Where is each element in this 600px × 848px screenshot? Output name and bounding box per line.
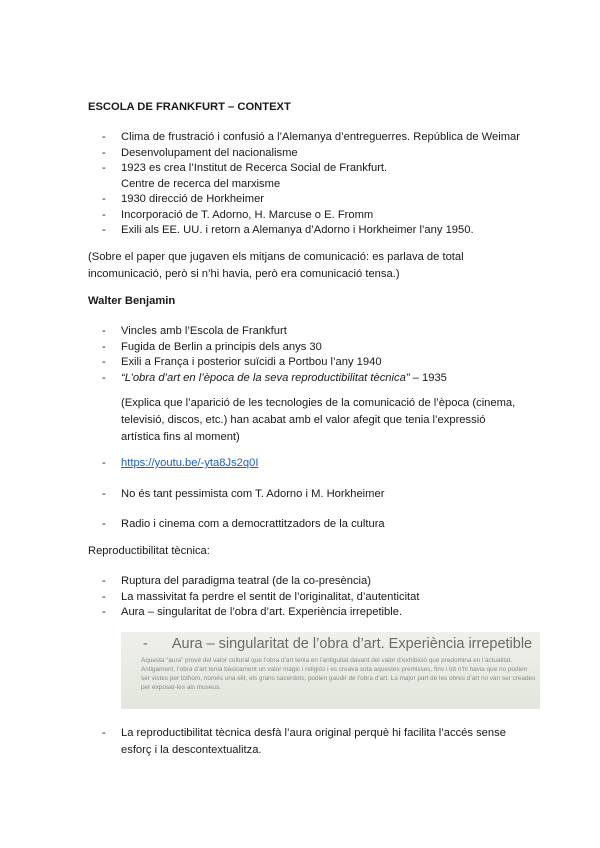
list-item [88, 371, 528, 387]
radio-list [88, 517, 528, 533]
list-item: - Vincles amb l’Escola de Frankfurt [88, 324, 528, 340]
list-item: - Clima de frustració i confusió a l’Alemanya d’entreguerres. República de Weimar [88, 130, 528, 146]
explain-line: televisió, discos, etc.) han acabat amb el valor afegit que tenia l’expressió [121, 414, 486, 426]
list-item-text: 1923 es crea l’Institut de Recerca Social de Frankfurt. [121, 162, 388, 174]
list-item-continuation: Centre de recerca del marxisme [121, 177, 281, 190]
final-list [88, 725, 528, 759]
pessimist-list [88, 487, 528, 503]
work-year: – 1935 [409, 371, 447, 384]
list-item: - La massivitat fa perdre el sentit de l’originalitat, d’autenticitat [88, 590, 528, 606]
list-item-line: La reproductibilitat tècnica desfà l’aura original perquè hi facilita l’accés sense [121, 727, 506, 739]
aura-slide-image [121, 632, 540, 709]
list-item: - Incorporació de T. Adorno, H. Marcuse o E. Fromm [88, 208, 528, 224]
slide-dash: - [143, 636, 148, 652]
list-item: - Radio i cinema com a democrattitzadors de la cultura [88, 517, 528, 533]
explain-line: (Explica que l’aparició de les tecnologies de la comunicació de l’època (cinema, [121, 397, 516, 409]
benjamin-list [88, 324, 528, 386]
work-title: “L’obra d’art en l’època de la seva reproductibilitat tècnica” [121, 371, 410, 384]
note-line: incomunicació, però si n’hi havia, però era comunicació tensa.) [88, 268, 400, 280]
benjamin-explanation [121, 395, 541, 446]
list-item [88, 161, 528, 192]
frankfurt-context-list [88, 130, 528, 239]
list-item: - Exili a França i posterior suïcidi a Portbou l’any 1940 [88, 355, 528, 371]
slide-title [143, 636, 532, 652]
note-line: (Sobre el paper que jugaven els mitjans de comunicació: es parlava de total [88, 251, 464, 263]
link-list [88, 456, 528, 472]
list-item [88, 456, 528, 472]
slide-title-text: Aura – singularitat de l’obra d’art. Experiència irrepetible [171, 636, 533, 652]
slide-body: Aquesta “aura” prové del valor cultural que l’obra d’art tenia en l’antiguitat davant del valor d’exhibició que predomina en l’actualitat. Antigament, l’obra d’art tenia bàsicament un valor màgic i religiós i es creava sota aquestes premisses, fins i tot n’hi havia que no podien ser vistes per tothom, només una elit, els grans sacerdots, podien gaudir de l’obra d’art. La major part de les obres d’art no van ser creades per exposar-les als museus. [141, 657, 536, 691]
explain-line: artística fins al moment) [121, 431, 240, 443]
list-item-line: esforç i la descontextualitza. [121, 744, 262, 756]
list-item: - Exili als EE. UU. i retorn a Alemanya d’Adorno i Horkheimer l’any 1950. [88, 223, 528, 239]
media-note [88, 249, 528, 283]
list-item: - Fugida de Berlin a principis dels anys 30 [88, 340, 528, 356]
section-title-reproductibilitat: Reproductibilitat tècnica: [88, 545, 210, 557]
section-title-benjamin: Walter Benjamin [88, 295, 176, 307]
list-item: - 1930 direcció de Horkheimer [88, 192, 528, 208]
list-item: - Aura – singularitat de l’obra d’art. Experiència irrepetible. [88, 605, 528, 621]
list-item: - No és tant pessimista com T. Adorno i M. Horkheimer [88, 487, 528, 503]
list-item: - Ruptura del paradigma teatral (de la co-presència) [88, 574, 528, 590]
reproductibilitat-list [88, 574, 528, 621]
section-title-frankfurt: ESCOLA DE FRANKFURT – CONTEXT [88, 101, 291, 113]
list-item [88, 725, 528, 759]
youtube-link[interactable]: https://youtu.be/-yta8Js2q0I [121, 457, 259, 469]
list-item: - Desenvolupament del nacionalisme [88, 146, 528, 162]
